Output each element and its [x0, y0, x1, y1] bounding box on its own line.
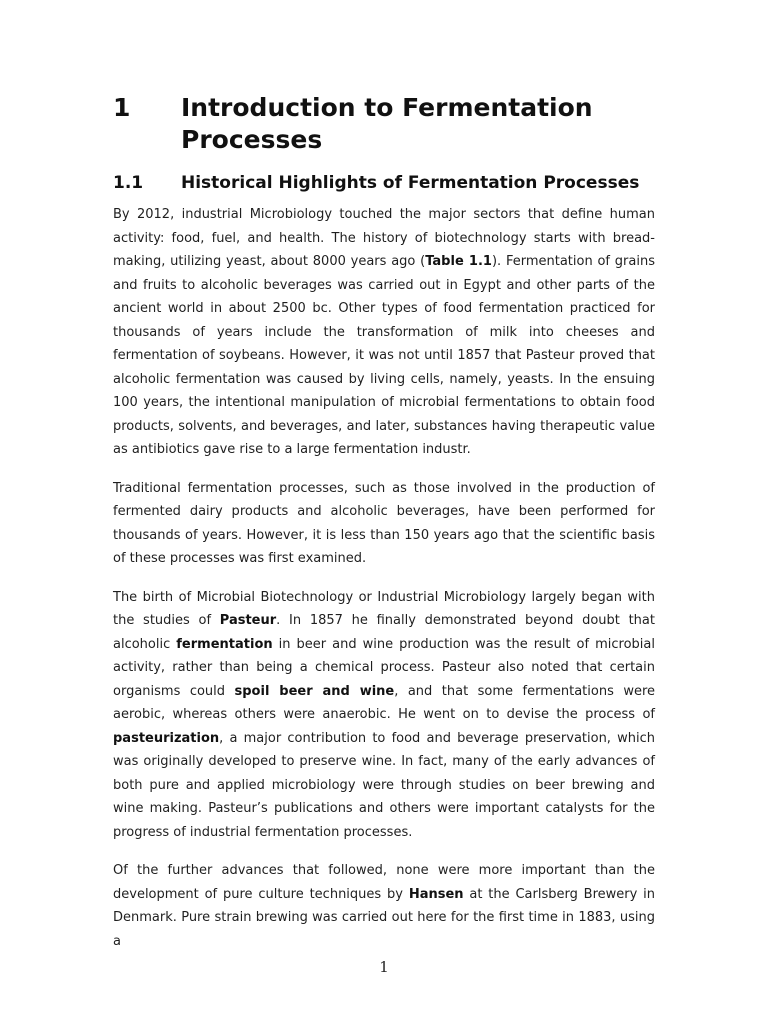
paragraph-3 [113, 586, 655, 845]
paragraph-1 [113, 203, 655, 462]
text-run: Of the further advances that followed, none were more important than the development of pure culture techniques by [113, 863, 655, 902]
page-number: 1 [379, 958, 389, 976]
chapter-heading [113, 92, 713, 156]
bold-term-spoil: spoil beer and wine [234, 683, 395, 699]
bold-term-pasteur: Pasteur [219, 613, 277, 628]
section-heading [113, 172, 713, 194]
section-title: Historical Highlights of Fermentation Processes [181, 173, 640, 193]
bold-term-fermentation: fermentation [176, 636, 273, 652]
text-run: By 2012, industrial Microbiology touched the major sectors that define human activity: food, fuel, and health. The history of biotechnology starts with bread-making, utilizing yeast, about 8000 years ago ( [113, 207, 655, 269]
text-run: , a major contribution to food and beverage preservation, which was originally developed to preserve wine. In fact, many of the early advances of both pure and applied microbiology were through studies on beer brewing and wine making. Pasteur’s publications and others were important catalysts for the progress of industrial fermentation processes. [113, 730, 655, 840]
text-run: ). Fermentation of grains and fruits to alcoholic beverages was carried out in Egypt and other parts of the ancient world in about 2500 bc. Other types of food fermentation practiced for thousands of years include the transformation of milk into cheeses and fermentation of soybeans. However, it was not until 1857 that Pasteur proved that alcoholic fermentation was caused by living cells, namely, yeasts. In the ensuing 100 years, the intentional manipulation of microbial fermentations to obtain food products, solvents, and beverages, and later, substances having therapeutic value as antibiotics gave rise to a large fermentation industr. [113, 254, 655, 457]
text-run: at the Carlsberg Brewery in Denmark. Pure strain brewing was carried out here for the first time in 1883, using a [113, 886, 656, 949]
table-reference: Table 1.1 [425, 254, 492, 269]
paragraph-4 [113, 859, 655, 953]
text-run: . In 1857 he finally demonstrated beyond doubt that alcoholic [113, 613, 655, 652]
chapter-number: 1 [113, 93, 131, 122]
paragraph-2: Traditional fermentation processes, such as those involved in the production of fermented dairy products and alcoholic beverages, have been performed for thousands of years. However, it is less than 150 years ago that the scientific basis of these processes was first examined. [113, 480, 655, 566]
body-text [113, 203, 655, 968]
section-number: 1.1 [113, 173, 144, 193]
text-run: The birth of Microbial Biotechnology or Industrial Microbiology largely began with the studies of [113, 589, 655, 628]
bold-term-pasteurization: pasteurization [113, 730, 220, 746]
chapter-title: Introduction to Fermentation Processes [181, 93, 593, 154]
bold-term-hansen: Hansen [408, 886, 464, 902]
text-run: in beer and wine production was the result of microbial activity, rather than being a chemical process. Pasteur also noted that certain organisms could [113, 636, 655, 699]
text-run: , and that some fermentations were aerobic, whereas others were anaerobic. He went on to devise the process of [113, 683, 656, 722]
